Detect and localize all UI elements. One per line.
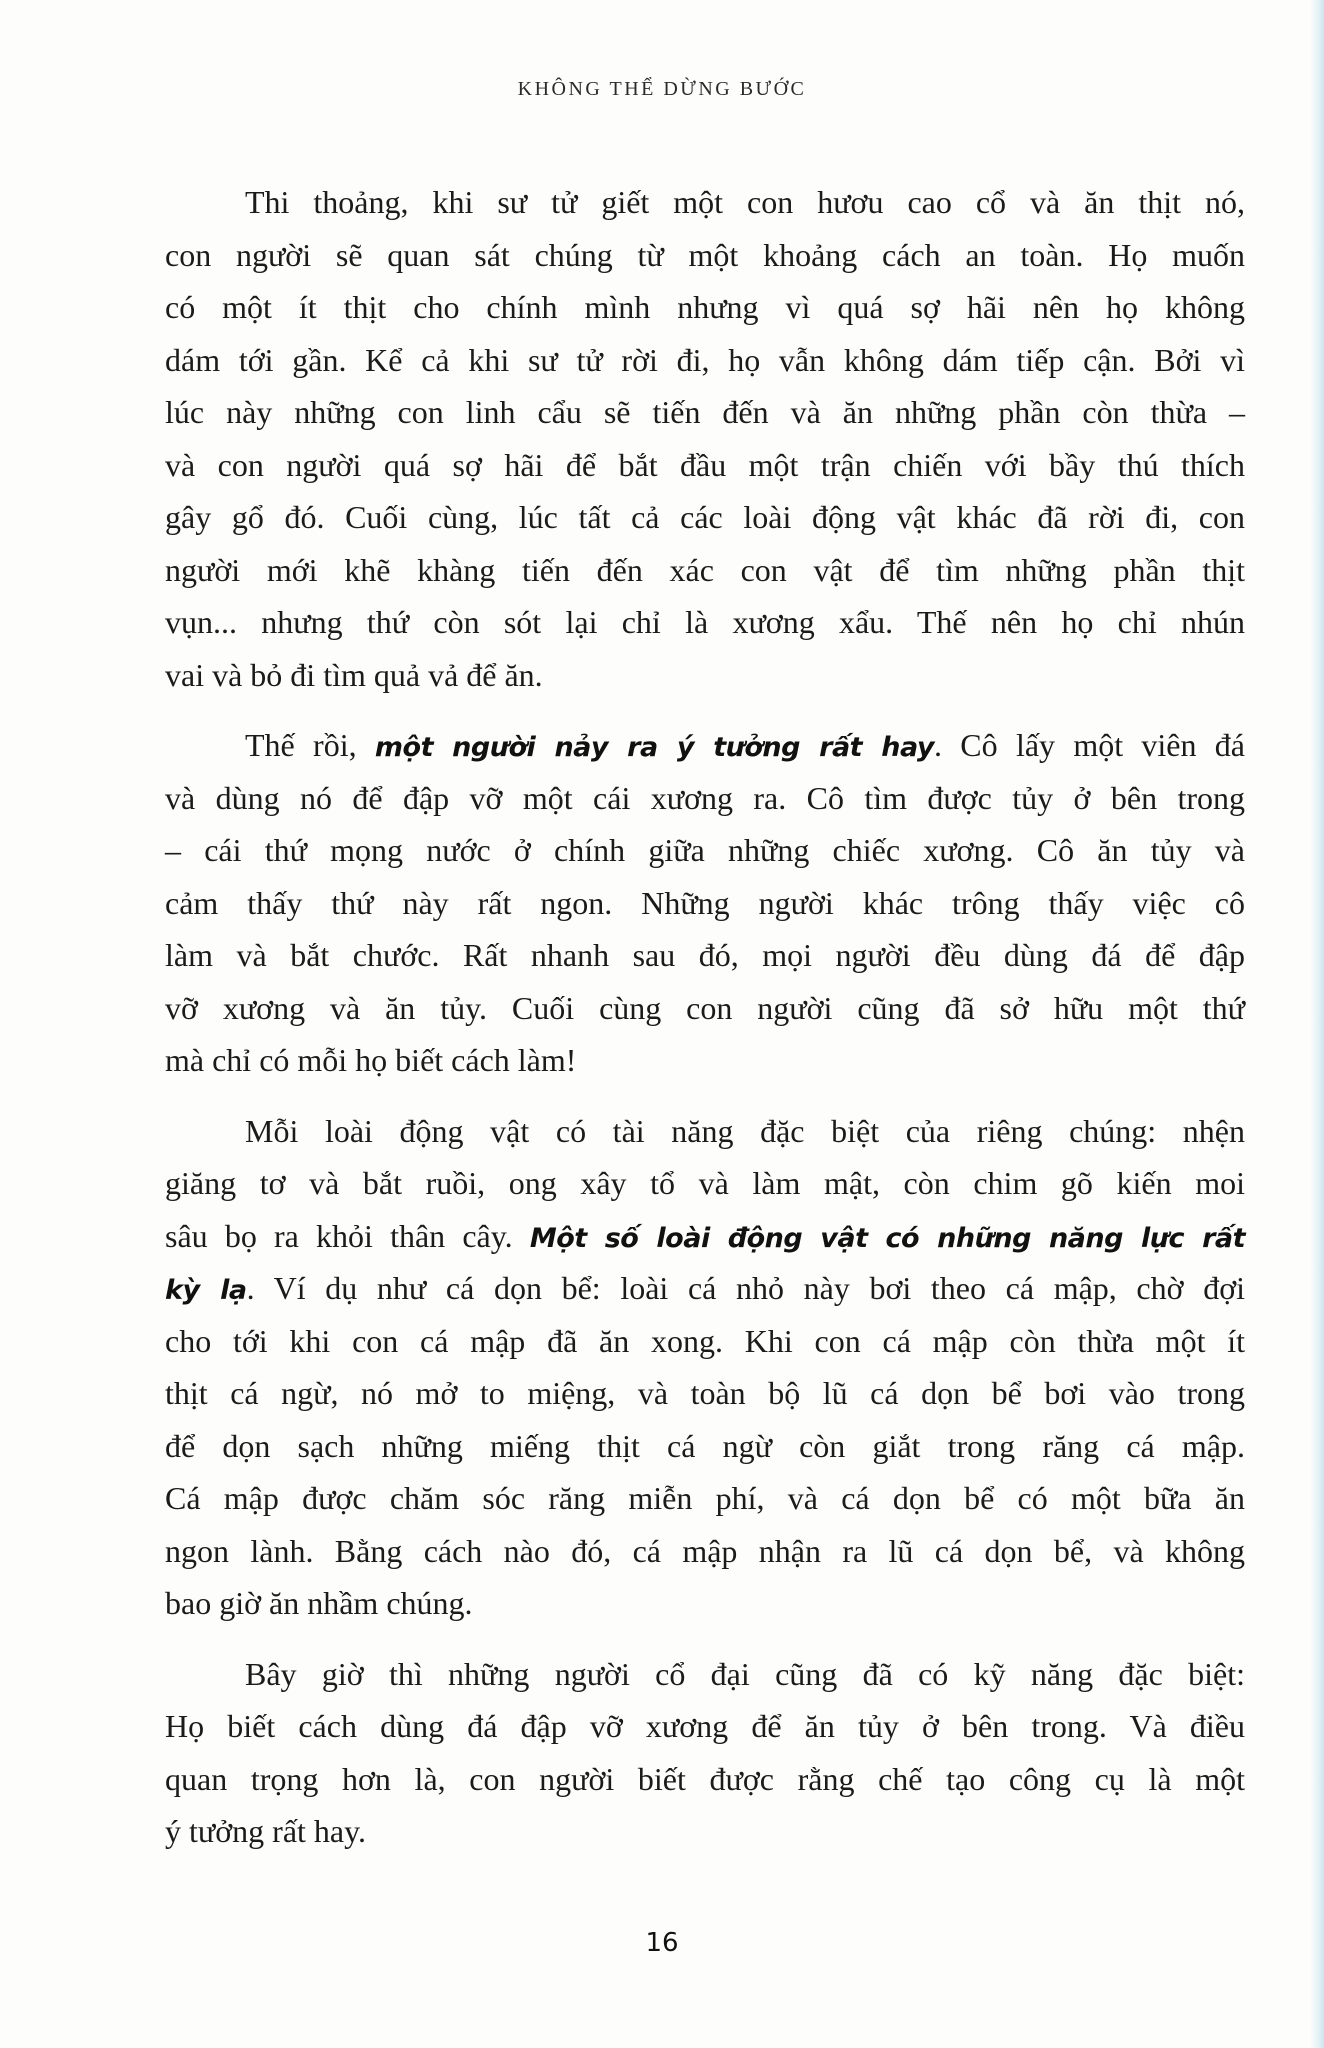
paragraph-2 — [165, 719, 1245, 1087]
text-line: quan trọng hơn là, con người biết được rằng chế tạo công cụ là một — [165, 1760, 1245, 1797]
text-line: – cái thứ mọng nước ở chính giữa những chiếc xương. Cô ăn tủy và — [165, 832, 1245, 868]
text-line: có một ít thịt cho chính mình nhưng vì quá sợ hãi nên họ không — [165, 289, 1245, 325]
text-line: lúc này những con linh cẩu sẽ tiến đến và ăn những phần còn thừa – — [165, 394, 1245, 430]
text-line-with-highlight — [165, 719, 1245, 772]
text-line: thịt cá ngừ, nó mở to miệng, và toàn bộ lũ cá dọn bể bơi vào trong — [165, 1375, 1245, 1411]
text-line: bao giờ ăn nhầm chúng. — [165, 1585, 473, 1621]
running-head: KHÔNG THỂ DỪNG BƯỚC — [517, 78, 807, 100]
paragraph-4 — [165, 1648, 1245, 1858]
handwritten-emphasis: kỳ lạ — [165, 1275, 247, 1306]
text-line: làm và bắt chước. Rất nhanh sau đó, mọi người đều dùng đá để đập — [165, 937, 1245, 973]
text-line: Cá mập được chăm sóc răng miễn phí, và cá dọn bể có một bữa ăn — [165, 1480, 1245, 1516]
text-line: để dọn sạch những miếng thịt cá ngừ còn giắt trong răng cá mập. — [165, 1427, 1245, 1464]
paragraph-1 — [165, 176, 1245, 701]
text-line-with-highlight — [165, 1210, 1245, 1263]
text-line: người mới khẽ khàng tiến đến xác con vật để tìm những phần thịt — [165, 551, 1245, 588]
text-line: Họ biết cách dùng đá đập vỡ xương để ăn tủy ở bên trong. Và điều — [165, 1708, 1245, 1744]
text-line: và con người quá sợ hãi để bắt đầu một trận chiến với bầy thú thích — [165, 446, 1245, 483]
text-line: ngon lành. Bằng cách nào đó, cá mập nhận ra lũ cá dọn bể, và không — [165, 1532, 1245, 1569]
text-line: Thi thoảng, khi sư tử giết một con hươu cao cổ và ăn thịt nó, — [245, 184, 1245, 220]
text-run: sâu bọ ra khỏi thân cây. — [165, 1217, 530, 1254]
body-text — [165, 176, 1245, 1876]
text-line: con người sẽ quan sát chúng từ một khoảng cách an toàn. Họ muốn — [165, 236, 1245, 273]
text-line: Bây giờ thì những người cổ đại cũng đã có kỹ năng đặc biệt: — [245, 1655, 1245, 1692]
text-line: vụn... nhưng thứ còn sót lại chỉ là xương xẩu. Thế nên họ chỉ nhún — [165, 604, 1245, 640]
text-line: cảm thấy thứ này rất ngon. Những người khác trông thấy việc cô — [165, 884, 1245, 921]
page-number: 16 — [645, 1928, 679, 1958]
text-line: dám tới gần. Kể cả khi sư tử rời đi, họ vẫn không dám tiếp cận. Bởi vì — [165, 341, 1245, 378]
handwritten-emphasis: Một số loài động vật có những năng lực rất — [529, 1222, 1246, 1254]
text-run: . Cô lấy một viên đá — [934, 727, 1245, 763]
text-run: Thế rồi, — [245, 727, 375, 763]
text-line: ý tưởng rất hay. — [165, 1813, 367, 1849]
text-line: giăng tơ và bắt ruồi, ong xây tổ và làm mật, còn chim gõ kiến moi — [165, 1165, 1245, 1201]
text-line: mà chỉ có mỗi họ biết cách làm! — [165, 1042, 577, 1078]
text-line: vỡ xương và ăn tủy. Cuối cùng con người cũng đã sở hữu một thứ — [165, 989, 1245, 1026]
paragraph-3 — [165, 1105, 1245, 1630]
handwritten-emphasis: một người nảy ra ý tưởng rất hay — [374, 732, 934, 763]
text-line: vai và bỏ đi tìm quả vả để ăn. — [165, 656, 543, 693]
page-edge-shadow — [1310, 0, 1324, 2048]
text-line: gây gổ đó. Cuối cùng, lúc tất cả các loài động vật khác đã rời đi, con — [165, 499, 1245, 535]
text-line: và dùng nó để đập vỡ một cái xương ra. Cô tìm được tủy ở bên trong — [165, 779, 1245, 816]
text-line: Mỗi loài động vật có tài năng đặc biệt của riêng chúng: nhện — [245, 1112, 1245, 1149]
text-run: . Ví dụ như cá dọn bể: loài cá nhỏ này bơi theo cá mập, chờ đợi — [246, 1270, 1246, 1306]
text-line-with-highlight — [165, 1262, 1245, 1315]
text-line: cho tới khi con cá mập đã ăn xong. Khi con cá mập còn thừa một ít — [165, 1322, 1245, 1359]
